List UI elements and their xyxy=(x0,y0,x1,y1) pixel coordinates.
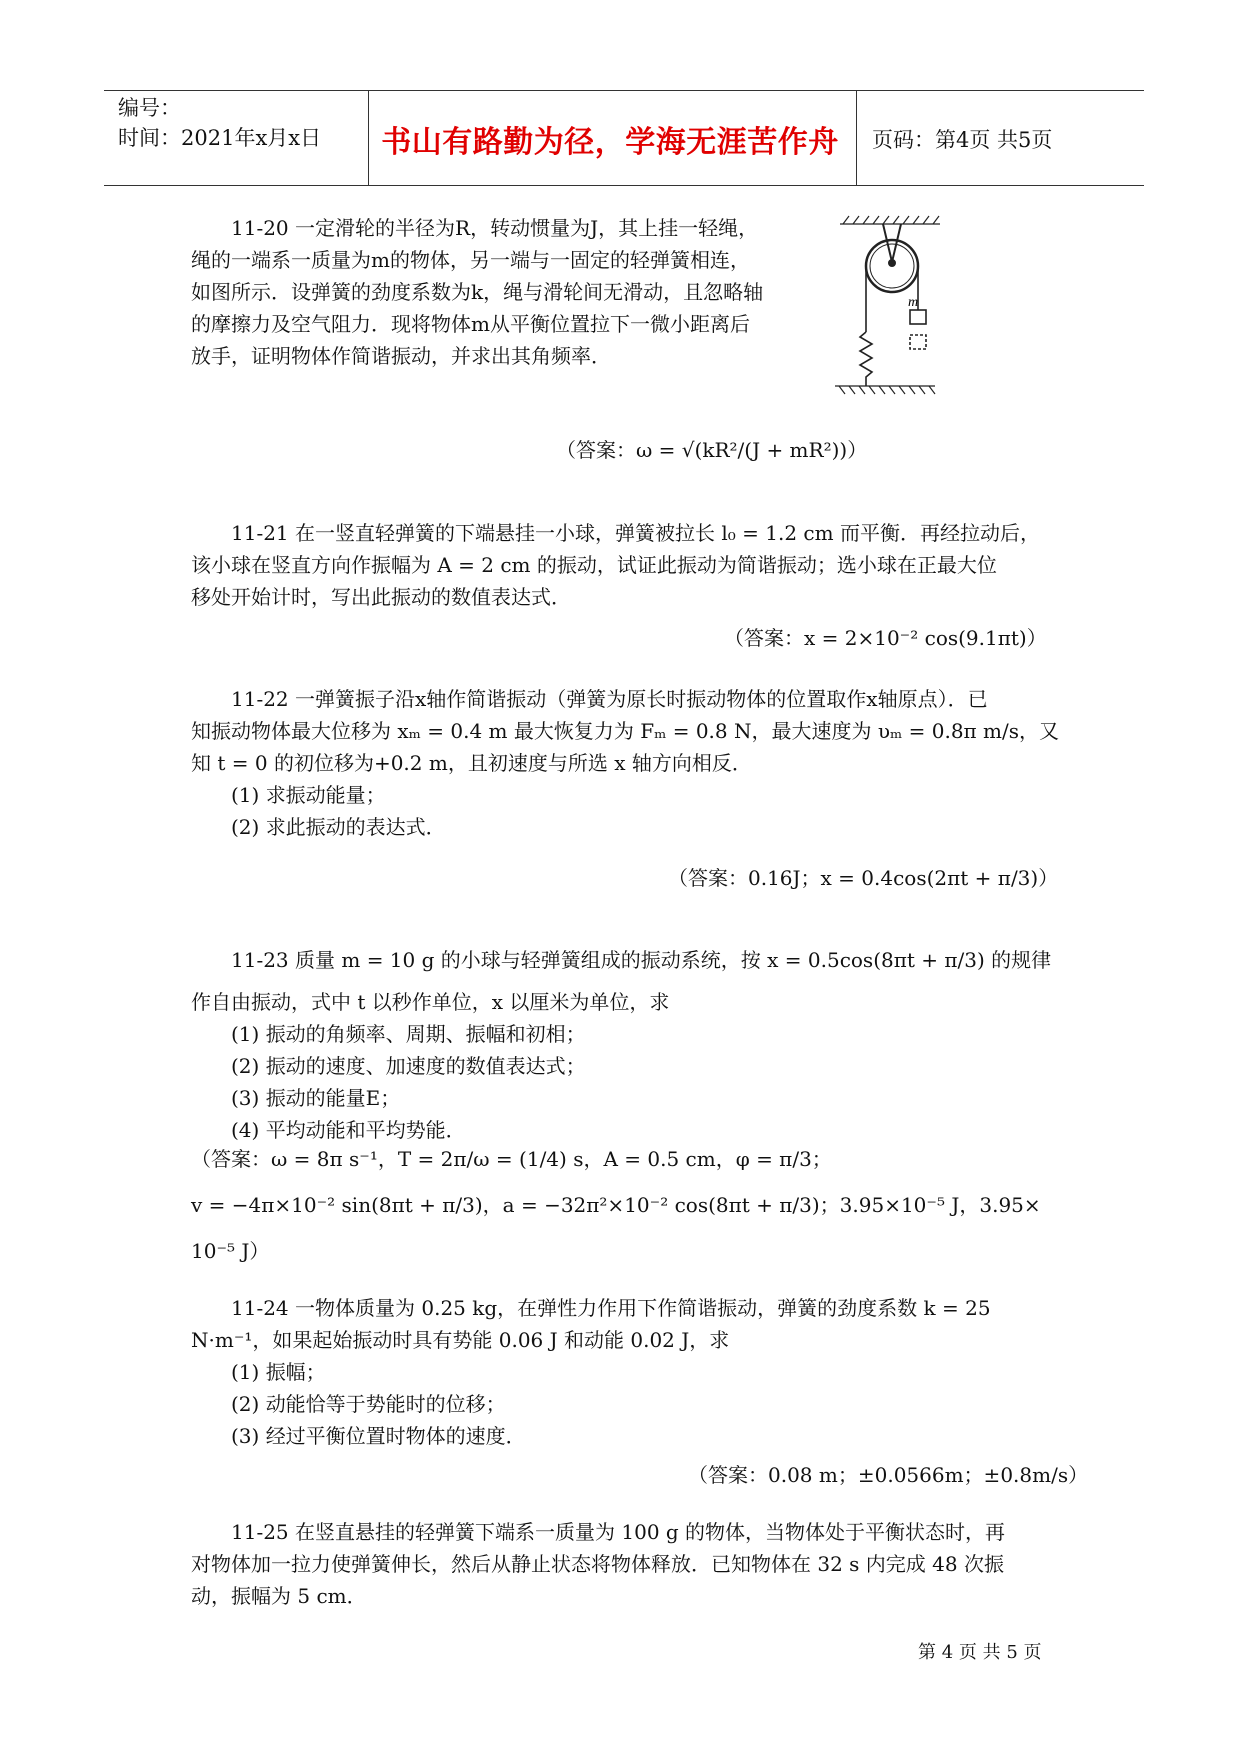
problem-line: N·m⁻¹，如果起始振动时具有势能 0.06 J 和动能 0.02 J，求 xyxy=(191,1328,730,1352)
header-divider-right xyxy=(856,91,857,185)
problem-line: 移处开始计时，写出此振动的数值表达式． xyxy=(191,585,571,609)
problem-11-20 xyxy=(191,212,763,372)
problem-line: (1) 振动的角频率、周期、振幅和初相； xyxy=(231,1022,586,1046)
answer-11-20: （答案：ω = √(kR²/(J + mR²))） xyxy=(556,438,868,462)
problem-line: 11-23 质量 m = 10 g 的小球与轻弹簧组成的振动系统，按 x = 0.5cos(8πt + π/3) 的规律 xyxy=(231,948,1052,972)
page-footer: 第 4 页 共 5 页 xyxy=(918,1642,1042,1663)
pulley-spring-figure xyxy=(835,210,945,430)
problem-line: (1) 振幅； xyxy=(231,1360,326,1384)
header-meta xyxy=(118,93,321,153)
answer-11-22: （答案：0.16J；x = 0.4cos(2πt + π/3)） xyxy=(668,866,1059,890)
answer-line: （答案：ω = 8π s⁻¹，T = 2π/ω = (1/4) s，A = 0.5 cm，φ = π/3； xyxy=(191,1147,832,1171)
problem-line: 11-20 一定滑轮的半径为R，转动惯量为J，其上挂一轻绳， xyxy=(231,216,759,240)
problem-line: 知 t = 0 的初位移为+0.2 m，且初速度与所选 x 轴方向相反． xyxy=(191,751,752,775)
header-motto: 书山有路勤为径，学海无涯苦作舟 xyxy=(381,125,839,160)
problem-line: (2) 振动的速度、加速度的数值表达式； xyxy=(231,1054,586,1078)
answer-11-21: （答案：x = 2×10⁻² cos(9.1πt)） xyxy=(724,626,1047,650)
problem-line: (2) 求此振动的表达式． xyxy=(231,815,446,839)
problem-line: 动，振幅为 5 cm． xyxy=(191,1584,367,1608)
problem-11-21 xyxy=(191,517,1040,613)
problem-line: 11-25 在竖直悬挂的轻弹簧下端系一质量为 100 g 的物体，当物体处于平衡状态时，再 xyxy=(231,1520,1006,1544)
problem-line: 11-22 一弹簧振子沿x轴作简谐振动（弹簧为原长时振动物体的位置取作x轴原点）．已 xyxy=(231,687,988,711)
problem-line: (1) 求振动能量； xyxy=(231,783,386,807)
header-page-label: 页码：第4页 共5页 xyxy=(872,128,1053,152)
problem-line: (4) 平均动能和平均势能． xyxy=(231,1118,466,1142)
problem-line: (3) 经过平衡位置时物体的速度． xyxy=(231,1424,526,1448)
header-divider-left xyxy=(368,91,369,185)
problem-11-22 xyxy=(191,683,1059,843)
problem-11-25 xyxy=(191,1516,1005,1612)
problem-11-24 xyxy=(191,1292,991,1452)
problem-11-23 xyxy=(191,944,1051,1146)
problem-line: (2) 动能恰等于势能时的位移； xyxy=(231,1392,506,1416)
answer-line: 10⁻⁵ J） xyxy=(191,1239,270,1263)
pulley xyxy=(866,224,918,292)
page-header xyxy=(104,90,1144,186)
rope-and-spring xyxy=(860,266,926,386)
problem-line: 绳的一端系一质量为m的物体，另一端与一固定的轻弹簧相连， xyxy=(191,248,750,272)
answer-11-24: （答案：0.08 m；±0.0566m；±0.8m/s） xyxy=(688,1463,1089,1487)
answer-11-23 xyxy=(191,1136,1041,1274)
problem-line: 放手，证明物体作简谐振动，并求出其角频率． xyxy=(191,344,611,368)
ceiling-hatch xyxy=(840,216,940,224)
problem-line: 作自由振动，式中 t 以秒作单位，x 以厘米为单位，求 xyxy=(191,990,670,1014)
mass-label: m xyxy=(908,295,919,310)
problem-line: (3) 振动的能量E； xyxy=(231,1086,401,1110)
problem-line: 11-24 一物体质量为 0.25 kg，在弹性力作用下作简谐振动，弹簧的劲度系数 k = 25 xyxy=(231,1296,991,1320)
problem-line: 11-21 在一竖直轻弹簧的下端悬挂一小球，弹簧被拉长 l₀ = 1.2 cm 而平衡．再经拉动后， xyxy=(231,521,1040,545)
problem-line: 的摩擦力及空气阻力．现将物体m从平衡位置拉下一微小距离后 xyxy=(191,312,750,336)
problem-line: 该小球在竖直方向作振幅为 A = 2 cm 的振动，试证此振动为简谐振动；选小球在正最大位 xyxy=(191,553,997,577)
problem-line: 如图所示．设弹簧的劲度系数为k，绳与滑轮间无滑动，且忽略轴 xyxy=(191,280,764,304)
problem-line: 知振动物体最大位移为 xₘ = 0.4 m 最大恢复力为 Fₘ = 0.8 N，最大速度为 υₘ = 0.8π m/s，又 xyxy=(191,719,1060,743)
problem-line: 对物体加一拉力使弹簧伸长，然后从静止状态将物体释放．已知物体在 32 s 内完成 48 次振 xyxy=(191,1552,1004,1576)
time-label: 时间：2021年x月x日 xyxy=(118,126,322,150)
answer-line: v = −4π×10⁻² sin(8πt + π/3)，a = −32π²×10⁻² cos(8πt + π/3)；3.95×10⁻⁵ J，3.95× xyxy=(191,1193,1041,1217)
code-label: 编号： xyxy=(118,96,181,120)
floor-hatch xyxy=(835,386,935,394)
